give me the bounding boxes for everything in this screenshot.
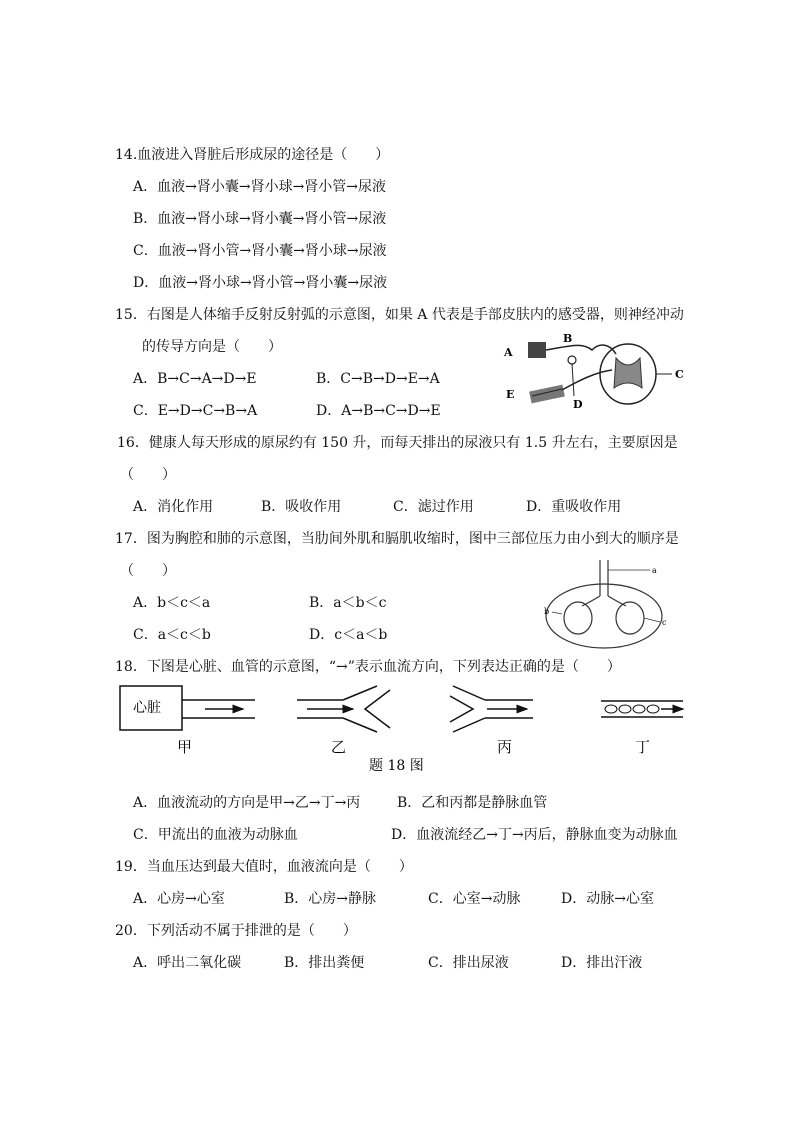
q19-option-c[interactable]: C．心室→动脉 — [428, 891, 521, 907]
q16-option-d[interactable]: D．重吸收作用 — [526, 499, 622, 515]
q20-stem: 20．下列活动不属于排泄的是（ ） — [115, 923, 357, 939]
label-a: a — [652, 566, 657, 575]
q18-option-b[interactable]: B．乙和丙都是静脉血管 — [397, 795, 548, 811]
q18-option-a[interactable]: A．血液流动的方向是甲→乙→丁→丙 — [133, 795, 361, 811]
q14-option-a[interactable]: A．血液→肾小囊→肾小球→肾小管→尿液 — [133, 179, 387, 195]
q15-option-c[interactable]: C．E→D→C→B→A — [133, 403, 258, 419]
reflex-arc-figure — [500, 328, 685, 418]
heart-label: 心脏 — [133, 700, 161, 716]
q18-option-d[interactable]: D．血液流经乙→丁→丙后，静脉血变为动脉血 — [391, 827, 678, 843]
vessel-ding — [601, 701, 683, 717]
q17-option-d[interactable]: D．c＜a＜b — [309, 627, 388, 643]
label-b: B — [563, 332, 573, 345]
q15-stem: 15．右图是人体缩手反射反射弧的示意图，如果 A 代表是手部皮肤内的感受器，则神经冲动 — [115, 307, 684, 323]
label-c: c — [662, 618, 667, 627]
q20-option-b[interactable]: B．排出粪便 — [284, 955, 365, 971]
label-e: E — [506, 388, 515, 401]
effector-e — [529, 385, 565, 404]
q20-option-d[interactable]: D．排出汗液 — [561, 955, 643, 971]
q20-option-a[interactable]: A．呼出二氧化碳 — [133, 955, 242, 971]
receptor-a — [528, 342, 546, 358]
q16-option-b[interactable]: B．吸收作用 — [261, 499, 342, 515]
left-lung — [564, 602, 592, 634]
thorax-lung-figure — [540, 558, 680, 650]
q19-option-d[interactable]: D．动脉→心室 — [561, 891, 654, 907]
q18-stem: 18．下图是心脏、血管的示意图，“→”表示血流方向，下列表达正确的是（ ） — [115, 659, 621, 675]
q15-stem-cont: 的传导方向是（ ） — [142, 339, 282, 355]
q19-option-a[interactable]: A．心房→心室 — [133, 891, 225, 907]
trachea — [600, 560, 608, 596]
q19-option-b[interactable]: B．心房→静脉 — [284, 891, 377, 907]
q14-option-b[interactable]: B．血液→肾小球→肾小囊→肾小管→尿液 — [133, 211, 387, 227]
q19-stem: 19．当血压达到最大值时，血液流向是（ ） — [115, 859, 413, 875]
label-jia: 甲 — [177, 738, 193, 756]
label-b: b — [544, 607, 550, 616]
q15-option-a[interactable]: A．B→C→A→D→E — [133, 371, 257, 387]
q16-option-a[interactable]: A．消化作用 — [133, 499, 214, 515]
label-yi: 乙 — [331, 738, 347, 756]
label-ding: 丁 — [635, 738, 651, 756]
heart-vessel-figure — [115, 682, 690, 776]
vessel-jia — [120, 686, 255, 730]
ganglion — [568, 356, 576, 364]
label-d: D — [573, 398, 583, 411]
vessel-yi — [297, 686, 390, 732]
q20-option-c[interactable]: C．排出尿液 — [428, 955, 509, 971]
label-c: C — [675, 368, 684, 381]
q18-option-c[interactable]: C．甲流出的血液为动脉血 — [133, 827, 298, 843]
q14-option-d[interactable]: D．血液→肾小球→肾小管→肾小囊→尿液 — [133, 275, 388, 291]
gray-matter — [614, 358, 642, 388]
afferent-nerve — [546, 345, 616, 354]
q17-option-a[interactable]: A．b＜c＜a — [133, 595, 211, 611]
right-lung — [616, 602, 644, 634]
q15-option-d[interactable]: D．A→B→C→D→E — [316, 403, 441, 419]
vessel-bing — [450, 686, 533, 732]
q15-option-b[interactable]: B．C→B→D→E→A — [316, 371, 440, 387]
bronchi — [582, 596, 626, 606]
thoracic-cavity — [546, 584, 662, 648]
q16-stem-cont: （ ） — [120, 467, 176, 483]
q17-option-c[interactable]: C．a＜c＜b — [133, 627, 211, 643]
q17-option-b[interactable]: B．a＜b＜c — [309, 595, 387, 611]
label-bing: 丙 — [497, 738, 513, 756]
q17-stem-cont: （ ） — [120, 563, 176, 579]
q14-stem: 14.血液进入肾脏后形成尿的途径是（ ） — [115, 147, 390, 163]
q16-option-c[interactable]: C．滤过作用 — [393, 499, 474, 515]
figure-caption: 题 18 图 — [369, 758, 424, 774]
q17-stem: 17．图为胸腔和肺的示意图，当肋间外肌和膈肌收缩时，图中三部位压力由小到大的顺序是 — [115, 531, 679, 547]
label-a: A — [504, 346, 513, 359]
q14-option-c[interactable]: C．血液→肾小管→肾小囊→肾小球→尿液 — [133, 243, 387, 259]
q16-stem: 16．健康人每天形成的原尿约有 150 升，而每天排出的尿液只有 1.5 升左右，主要原因是 — [117, 435, 678, 451]
efferent-nerve — [562, 370, 612, 390]
